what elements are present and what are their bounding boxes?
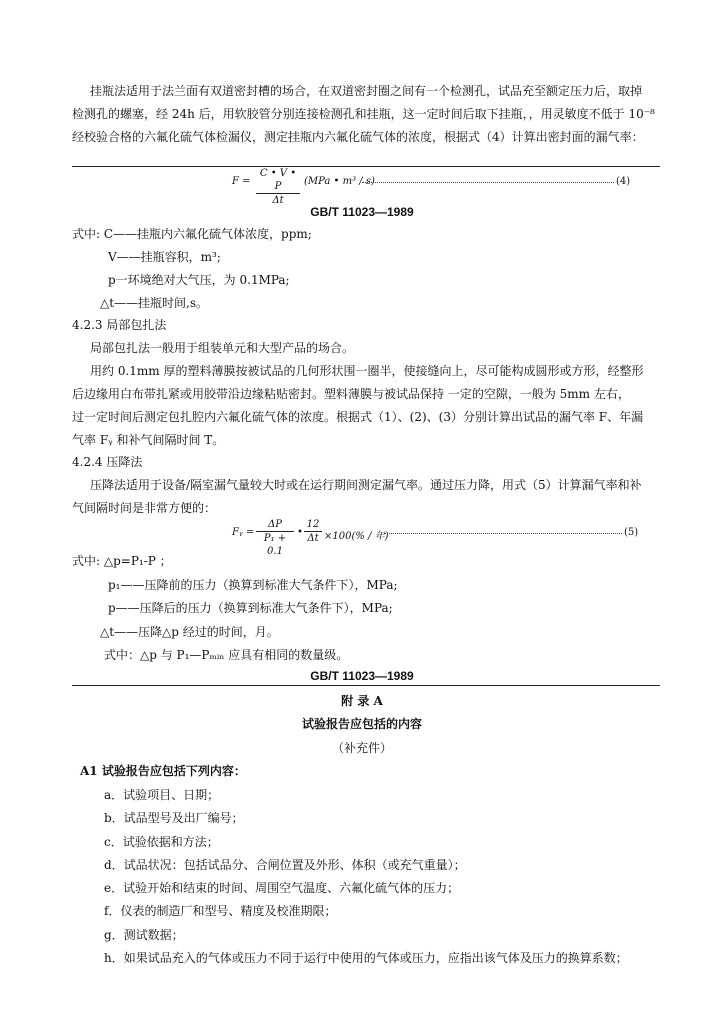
standard-code-1: GB/T 11023—1989 — [310, 205, 414, 219]
sec-424-p1-l2: 气间隔时间是非常方便的： — [72, 501, 217, 515]
sec-424-p1-l1: 压降法适用于设备/隔室漏气量较大时或在运行期间测定漏气率。通过压力降，用式（5）计算漏气率和补 — [90, 478, 642, 492]
formula-5-frac2-den: Δt — [307, 533, 319, 544]
formula-4-leader — [362, 176, 614, 183]
formula-5-fraction-2 — [304, 518, 322, 545]
where4-t: △t——挂瓶时间,s。 — [100, 296, 209, 310]
appendix-a1-heading: A1 试验报告应包括下列内容： — [80, 764, 246, 778]
list-item: g．测试数据； — [104, 928, 184, 942]
where5-dp: 式中: △p=P₁-P ； — [72, 554, 172, 568]
formula-5-frac1-den: P₁ + 0.1 — [263, 533, 287, 557]
list-item: b．试品型号及出厂编号； — [104, 811, 244, 825]
formula-5-leader — [384, 527, 622, 534]
sec-423-p2-l4: 气率 Fᵧ 和补气间隔时间 T。 — [72, 433, 225, 447]
formula-4 — [0, 167, 724, 206]
list-item: a．试验项目、日期； — [104, 788, 220, 802]
sec-423-p1: 局部包扎法一般用于组装单元和大型产品的场合。 — [90, 341, 355, 355]
formula-4-lhs: F = — [232, 176, 251, 187]
where5-p1: p₁——压降前的压力（换算到标准大气条件下），MPa; — [108, 578, 398, 592]
sec-423-p2-l1: 用约 0.1mm 厚的塑料薄膜按被试品的几何形状围一圈半，使接缝向上，尽可能构成圆形或方形，经整形 — [90, 364, 644, 378]
formula-4-denominator: Δt — [272, 195, 284, 206]
formula-5-tail: ×100(% / 年) — [324, 531, 389, 542]
formula-4-unit: (MPa • m³ / s) — [304, 176, 375, 187]
formula-5-frac1-num: ΔP — [256, 518, 294, 532]
sec-423-heading: 4.2.3 局部包扎法 — [72, 318, 167, 332]
appendix-kind: （补充件） — [331, 741, 392, 755]
list-item: d．试品状况：包括试品分、合闸位置及外形、体积（或充气重量）； — [104, 858, 466, 872]
where4-v: V——挂瓶容积，m³; — [108, 250, 221, 264]
formula-5-dot: • — [297, 527, 303, 538]
where4-p: p一环境绝对大气压，为 0.1MPa; — [108, 273, 290, 287]
list-item: c．试验依据和方法； — [104, 835, 219, 849]
sec-424-heading: 4.2.4 压降法 — [72, 455, 143, 469]
intro-line-1: 挂瓶法适用于法兰面有双道密封槽的场合，在双道密封圈之间有一个检测孔，试品充至额定压力后，取掉 — [90, 84, 643, 98]
formula-5 — [0, 518, 724, 557]
sec-423-p2-l3: 过一定时间后测定包扎腔内六氟化硫气体的浓度。根据式（1）、(2)、(3）分别计算出试品的漏气率 F、年漏 — [72, 410, 644, 424]
list-item: h．如果试品充入的气体或压力不同于运行中使用的气体或压力，应指出该气体及压力的换算系数； — [104, 951, 628, 965]
where5-p: p——压降后的压力（换算到标准大气条件下），MPa; — [108, 601, 393, 615]
where5-dt: △t——压降△p 经过的时间，月。 — [100, 625, 279, 639]
formula-4-number: (4) — [616, 176, 631, 187]
appendix-subtitle: 试验报告应包括的内容 — [301, 717, 422, 731]
standard-code-2: GB/T 11023—1989 — [310, 669, 414, 683]
formula-5-number: (5) — [624, 527, 639, 538]
formula-4-fraction — [256, 167, 300, 207]
formula-5-lhs: Fᵧ = — [232, 527, 255, 538]
formula-4-numerator: C • V • P — [256, 167, 300, 194]
list-item: e．试验开始和结束的时间、周围空气温度、六氟化硫气体的压力； — [104, 881, 460, 895]
appendix-title: 附 录 A — [341, 694, 383, 708]
list-item: f．仪表的制造厂和型号、精度及校准期限； — [104, 904, 337, 918]
bottom-rule — [72, 685, 660, 686]
sec-423-p2-l2: 后边缘用白布带扎紧或用胶带沿边缘粘贴密封。塑料薄膜与被试品保持 一定的空隙，一般为 5mm 左右， — [72, 387, 630, 401]
intro-line-2: 检测孔的螺塞，经 24h 后，用软胶管分别连接检测孔和挂瓶，这一定时间后取下挂瓶，，用灵敏度不低于 10⁻⁸ — [72, 107, 655, 121]
where5-note: 式中：△p 与 P₁—Pₘᵢₙ 应具有相同的数量级。 — [104, 648, 349, 662]
formula-5-frac2-num: 12 — [304, 518, 322, 532]
intro-line-3: 经校验合格的六氟化硫气体检漏仪，测定挂瓶内六氟化硫气体的浓度，根据式（4）计算出密封面的漏气率： — [72, 130, 644, 144]
where4-c: 式中: C——挂瓶内六氟化硫气体浓度，ppm; — [72, 227, 312, 241]
formula-5-fraction-1 — [256, 518, 294, 558]
